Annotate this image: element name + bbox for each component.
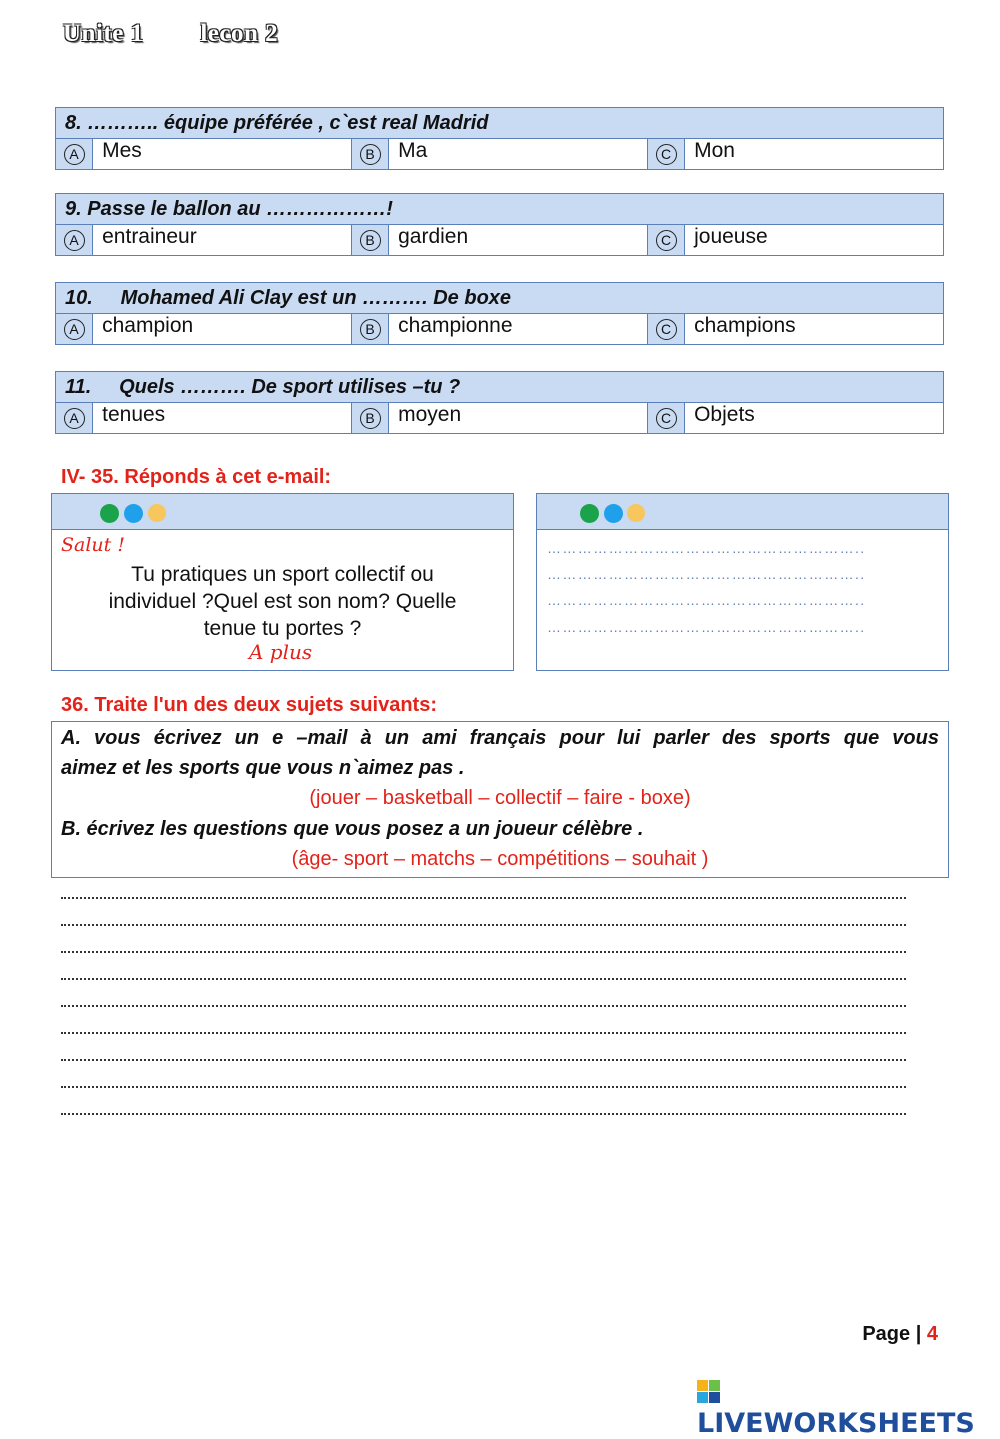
option-a-marker[interactable] <box>56 314 93 345</box>
option-b-marker[interactable] <box>351 139 388 170</box>
circled-a-icon: A <box>64 408 85 429</box>
option-c[interactable]: Objets <box>685 403 944 434</box>
reply-email[interactable] <box>536 493 949 671</box>
option-c[interactable]: joueuse <box>685 225 944 256</box>
circled-b-icon: B <box>360 230 381 251</box>
option-c-marker[interactable] <box>647 139 684 170</box>
subject-b-line: B. écrivez les questions que vous posez a un joueur célèbre . <box>61 818 644 840</box>
option-b[interactable]: gardien <box>389 225 648 256</box>
writing-line[interactable] <box>61 995 906 1007</box>
green-dot-icon <box>100 504 119 523</box>
email-line-3: tenue tu portes ? <box>203 617 362 640</box>
question-10 <box>55 282 944 345</box>
yellow-dot-icon <box>148 504 166 522</box>
question-8 <box>55 107 944 170</box>
writing-line[interactable] <box>61 1103 906 1115</box>
option-b-marker[interactable] <box>351 225 388 256</box>
blue-dot-icon <box>604 504 623 523</box>
green-dot-icon <box>580 504 599 523</box>
option-c-marker[interactable] <box>647 403 684 434</box>
option-a-marker[interactable] <box>56 403 93 434</box>
option-a[interactable]: champion <box>93 314 352 345</box>
unit-lesson-header <box>63 20 278 48</box>
option-c-marker[interactable] <box>647 225 684 256</box>
writing-line[interactable] <box>61 1049 906 1061</box>
option-c[interactable]: champions <box>685 314 944 345</box>
option-a[interactable]: entraineur <box>93 225 352 256</box>
option-b-marker[interactable] <box>351 403 388 434</box>
reply-window-bar <box>537 494 948 530</box>
writing-line[interactable] <box>61 941 906 953</box>
circled-a-icon: A <box>64 144 85 165</box>
option-a-marker[interactable] <box>56 225 93 256</box>
subject-b-hint: (âge- sport – matchs – compétitions – souhait ) <box>291 848 709 870</box>
question-9 <box>55 193 944 256</box>
option-b-marker[interactable] <box>351 314 388 345</box>
reply-line-3[interactable]: …………………………………………………….. <box>547 592 866 608</box>
subjects-section-title: 36. Traite l'un des deux sujets suivants: <box>61 694 437 716</box>
blue-dot-icon <box>124 504 143 523</box>
unit-label: Unite 1 <box>63 20 144 47</box>
email-section-title: IV- 35. Réponds à cet e-mail: <box>61 466 332 488</box>
reply-line-1[interactable]: …………………………………………………….. <box>547 540 866 556</box>
option-a-marker[interactable] <box>56 139 93 170</box>
circled-b-icon: B <box>360 408 381 429</box>
subject-a-line-1: A. vous écrivez un e –mail à un ami français pour lui parler des sports que vous <box>61 727 939 749</box>
option-c[interactable]: Mon <box>685 139 944 170</box>
yellow-dot-icon <box>627 504 645 522</box>
circled-c-icon: C <box>656 319 677 340</box>
email-window-bar <box>52 494 513 530</box>
page-number-value: 4 <box>926 1323 938 1345</box>
email-line-2: individuel ?Quel est son nom? Quelle <box>108 590 457 613</box>
option-b[interactable]: championne <box>389 314 648 345</box>
option-a[interactable]: tenues <box>93 403 352 434</box>
email-signature: A plus <box>249 640 313 664</box>
writing-line[interactable] <box>61 914 906 926</box>
circled-a-icon: A <box>64 319 85 340</box>
writing-line[interactable] <box>61 887 906 899</box>
circled-c-icon: C <box>656 230 677 251</box>
writing-line[interactable] <box>61 1022 906 1034</box>
option-b[interactable]: moyen <box>389 403 648 434</box>
question-prompt: 10. Mohamed Ali Clay est un ………. De boxe <box>56 283 944 314</box>
option-b[interactable]: Ma <box>389 139 648 170</box>
reply-line-2[interactable]: …………………………………………………….. <box>547 566 866 582</box>
writing-line[interactable] <box>61 1076 906 1088</box>
liveworksheets-logo <box>697 1377 1000 1439</box>
subject-a-line-2: aimez et les sports que vous n`aimez pas . <box>61 757 465 779</box>
question-prompt: 9. Passe le ballon au ………………! <box>56 194 944 225</box>
circled-b-icon: B <box>360 144 381 165</box>
option-a[interactable]: Mes <box>93 139 352 170</box>
lesson-label: lecon 2 <box>200 20 279 47</box>
subjects-box <box>51 721 949 878</box>
email-greeting: Salut ! <box>61 534 125 556</box>
reply-line-4[interactable]: …………………………………………………….. <box>547 619 866 635</box>
subject-a-hint: (jouer – basketball – collectif – faire - boxe) <box>309 787 691 809</box>
circled-a-icon: A <box>64 230 85 251</box>
logo-text: LIVEWORKSHEETS <box>697 1408 975 1439</box>
email-line-1: Tu pratiques un sport collectif ou <box>131 563 434 586</box>
option-c-marker[interactable] <box>647 314 684 345</box>
question-prompt: 11. Quels ………. De sport utilises –tu ? <box>56 372 944 403</box>
received-email <box>51 493 514 671</box>
question-11 <box>55 371 944 434</box>
circled-b-icon: B <box>360 319 381 340</box>
page-number <box>862 1323 938 1346</box>
writing-line[interactable] <box>61 968 906 980</box>
circled-c-icon: C <box>656 144 677 165</box>
question-prompt: 8. ……….. équipe préférée , c`est real Madrid <box>56 108 944 139</box>
logo-blocks-icon <box>697 1380 721 1404</box>
circled-c-icon: C <box>656 408 677 429</box>
page-label: Page | <box>862 1323 922 1345</box>
